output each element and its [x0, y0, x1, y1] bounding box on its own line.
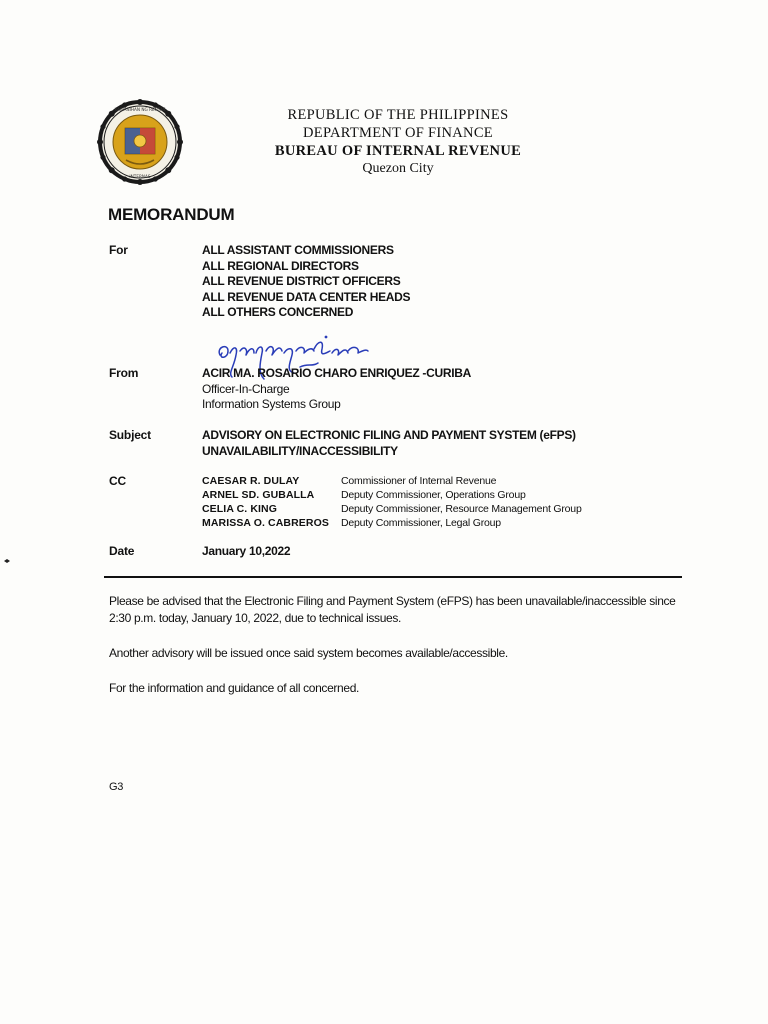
recipient-line: ALL ASSISTANT COMMISSIONERS [202, 243, 394, 257]
sender-title: Officer-In-Charge [202, 381, 290, 396]
subject-line: ADVISORY ON ELECTRONIC FILING AND PAYMENT SYSTEM (eFPS) [202, 428, 576, 442]
body-paragraph: For the information and guidance of all concerned. [109, 681, 359, 695]
separator-rule [104, 576, 682, 578]
letterhead-bureau: BUREAU OF INTERNAL REVENUE [274, 143, 522, 159]
letterhead-country: REPUBLIC OF THE PHILIPPINES [287, 107, 509, 123]
scan-mark-icon [3, 558, 11, 564]
cc-title: Deputy Commissioner, Operations Group [341, 489, 526, 501]
cc-title: Commissioner of Internal Revenue [341, 475, 497, 487]
recipient-line: ALL REVENUE DISTRICT OFFICERS [202, 274, 401, 288]
letterhead-department: DEPARTMENT OF FINANCE [303, 125, 493, 141]
bir-seal-icon [96, 98, 184, 186]
for-label: For [109, 243, 128, 257]
subject-block [202, 428, 576, 459]
cc-title: Deputy Commissioner, Resource Management Group [341, 503, 582, 515]
from-label: From [109, 366, 139, 380]
recipient-line: ALL OTHERS CONCERNED [202, 305, 354, 319]
cc-name: MARISSA O. CABREROS [202, 517, 329, 529]
svg-text:INTERNAS: INTERNAS [129, 174, 151, 179]
cc-list [202, 474, 582, 530]
letterhead [228, 106, 568, 178]
body-paragraph: Another advisory will be issued once said system becomes available/accessible. [109, 646, 508, 660]
letterhead-city: Quezon City [362, 161, 434, 176]
date-value: January 10,2022 [202, 544, 291, 558]
subject-label: Subject [109, 428, 151, 442]
body-paragraph: Please be advised that the Electronic Filing and Payment System (eFPS) has been unavailable/inaccessible since 2:30 p.m. today, January 10, 2022, due to technical issues. [109, 594, 676, 625]
sender-group: Information Systems Group [202, 397, 341, 411]
memo-title: MEMORANDUM [108, 205, 235, 224]
recipient-line: ALL REGIONAL DIRECTORS [202, 258, 359, 273]
footer-code: G3 [109, 781, 123, 793]
cc-name: CAESAR R. DULAY [202, 475, 300, 487]
subject-line: UNAVAILABILITY/INACCESSIBILITY [202, 443, 398, 458]
svg-text:KAWANIHAN NG RENTAS: KAWANIHAN NG RENTAS [114, 107, 166, 112]
cc-name: ARNEL SD. GUBALLA [202, 489, 315, 501]
cc-title: Deputy Commissioner, Legal Group [341, 517, 501, 529]
sender-name: ACIR MA. ROSARIO CHARO ENRIQUEZ -CURIBA [202, 366, 471, 380]
cc-name: CELIA C. KING [202, 503, 277, 515]
recipient-line: ALL REVENUE DATA CENTER HEADS [202, 289, 411, 304]
date-label: Date [109, 544, 135, 558]
for-recipients [202, 243, 410, 321]
from-block [202, 366, 471, 413]
cc-label: CC [109, 474, 126, 488]
